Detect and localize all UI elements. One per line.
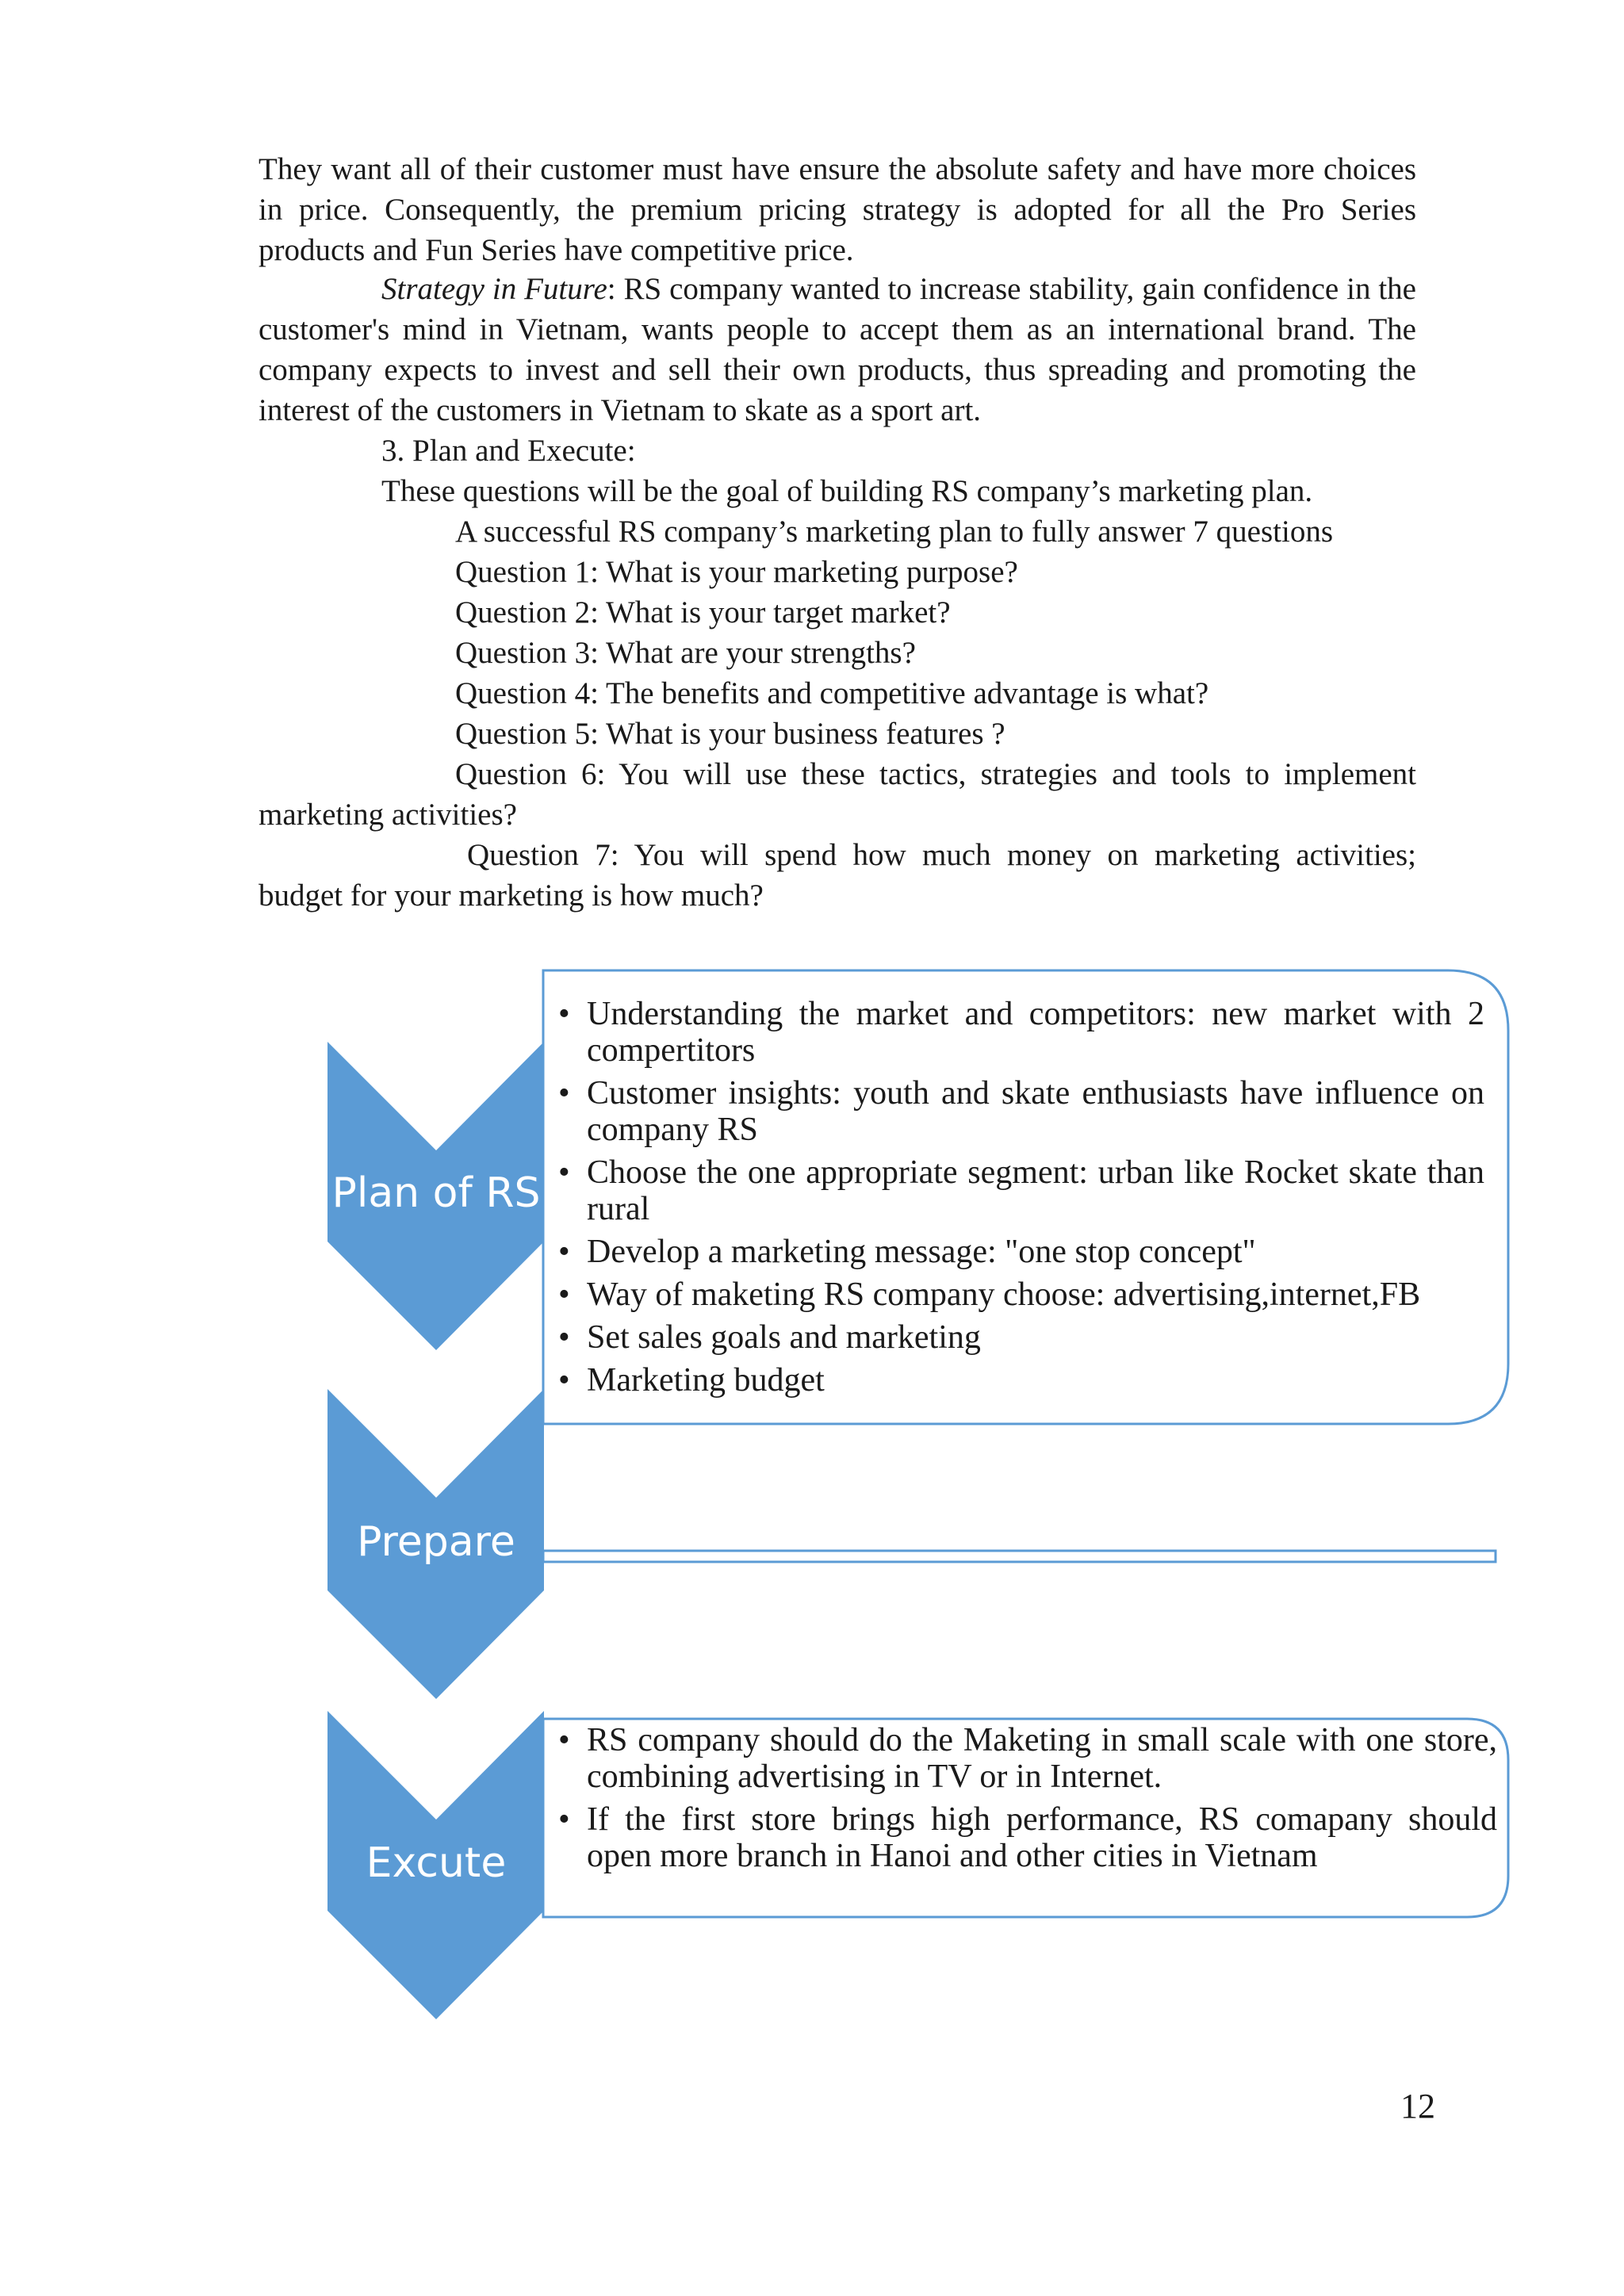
strategy-future-text: : RS company wanted to increase stability, gain confidence in the customer's mind in Vietnam, wants people to accept them as an international brand. The company expects to invest and sell their own products, thus spreading and promoting the interest of the customers in Vietnam to skate as a sport art. [259,272,1416,427]
plan-bullet: • Develop a marketing message: "one stop concept" [553,1234,1484,1270]
question-4: Question 4: The benefits and competitive advantage is what? [455,676,1209,710]
plan-bullet: • Understanding the market and competitors: new market with 2 compertitors [553,996,1484,1069]
question-6: Question 6: You will use these tactics, strategies and tools to implement marketing activities? [259,757,1416,832]
plan-bullet: • Way of maketing RS company choose: advertising,internet,FB [553,1276,1484,1313]
intro-line: These questions will be the goal of building RS company’s marketing plan. [381,474,1313,508]
plan-bullet: • Customer insights: youth and skate enthusiasts have influence on company RS [553,1075,1484,1148]
execute-bullet: • RS company should do the Maketing in small scale with one store, combining advertising in TV or in Internet. [553,1722,1497,1795]
stage-label-execute: Excute [366,1839,507,1887]
question-5: Question 5: What is your business features ? [455,717,1005,751]
plan-bullet: • Set sales goals and marketing [553,1319,1484,1356]
plan-bullet-list [553,996,1484,1405]
question-3: Question 3: What are your strengths? [455,636,916,670]
strategy-future-label: Strategy in Future [381,272,607,306]
plan-bullet: • Choose the one appropriate segment: urban like Rocket skate than rural [553,1154,1484,1227]
section-heading: 3. Plan and Execute: [381,434,636,468]
question-2: Question 2: What is your target market? [455,595,951,629]
stage-label-prepare: Prepare [357,1518,515,1566]
stage-label-plan: Plan of RS [331,1169,541,1217]
page-number: 12 [1400,2087,1435,2126]
questions-lead: A successful RS company’s marketing plan to fully answer 7 questions [455,515,1334,549]
paragraph-pricing: They want all of their customer must have ensure the absolute safety and have more choices in price. Consequently, the premium pricing strategy is adopted for all the Pro Series products and Fun Series have competitive price. [259,152,1416,267]
execute-bullet-list [553,1722,1497,1881]
question-1: Question 1: What is your marketing purpose? [455,555,1018,589]
question-7: Question 7: You will spend how much money on marketing activities; budget for your marketing is how much? [259,838,1416,913]
plan-bullet: • Marketing budget [553,1362,1484,1399]
prepare-box [543,1551,1496,1562]
execute-bullet: • If the first store brings high performance, RS comapany should open more branch in Hanoi and other cities in Vietnam [553,1801,1497,1874]
